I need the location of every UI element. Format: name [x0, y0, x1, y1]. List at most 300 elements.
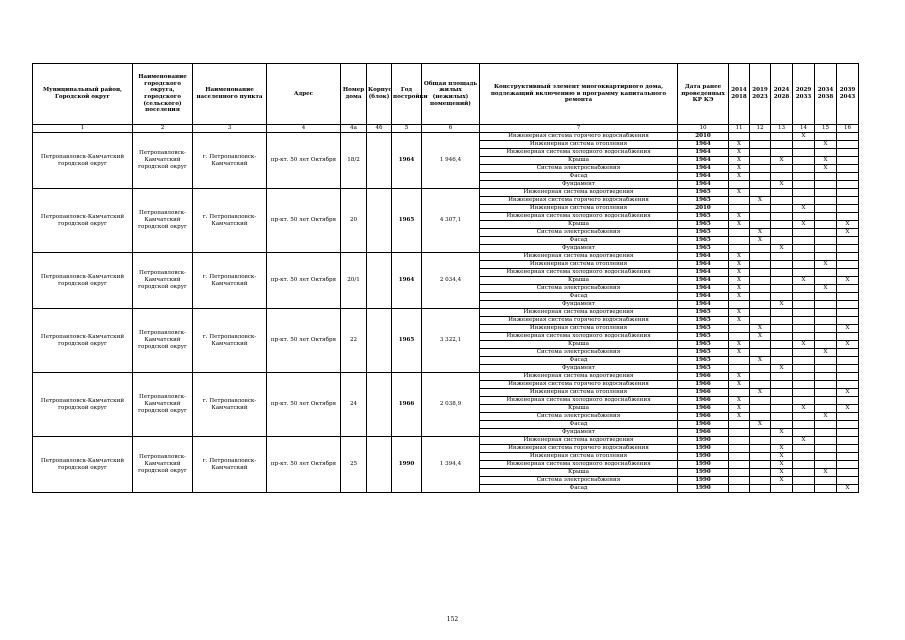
locality-cell: г. Петропавловск-Камчатский	[193, 373, 267, 437]
period-mark-cell: X	[750, 389, 771, 397]
period-mark-cell	[793, 461, 815, 469]
period-mark-cell	[729, 197, 750, 205]
prev-repair-date-cell: 1966	[678, 413, 729, 421]
element-cell: Инженерная система водоотведения	[480, 373, 678, 381]
period-mark-cell	[815, 485, 837, 493]
district-cell: Петропавловск-Камчатский городской округ	[33, 373, 133, 437]
period-mark-cell: X	[771, 461, 793, 469]
period-mark-cell: X	[771, 453, 793, 461]
element-cell: Инженерная система отопления	[480, 325, 678, 333]
period-mark-cell: X	[793, 221, 815, 229]
period-mark-cell	[815, 245, 837, 253]
period-mark-cell	[750, 157, 771, 165]
block-cell	[367, 253, 392, 309]
period-mark-cell	[815, 237, 837, 245]
period-mark-cell	[837, 453, 859, 461]
prev-repair-date-cell: 1964	[678, 261, 729, 269]
period-mark-cell	[729, 357, 750, 365]
element-cell: Инженерная система холодного водоснабжения	[480, 149, 678, 157]
house-number-cell: 22	[341, 309, 367, 373]
period-mark-cell: X	[815, 157, 837, 165]
block-cell	[367, 437, 392, 493]
period-mark-cell	[815, 461, 837, 469]
element-cell: Инженерная система отопления	[480, 389, 678, 397]
period-mark-cell	[771, 341, 793, 349]
period-mark-cell	[793, 445, 815, 453]
address-cell: пр-кт. 50 лет Октября	[267, 133, 341, 189]
period-mark-cell: X	[771, 301, 793, 309]
period-mark-cell	[750, 165, 771, 173]
period-mark-cell: X	[837, 485, 859, 493]
period-mark-cell: X	[750, 237, 771, 245]
period-mark-cell	[771, 269, 793, 277]
period-mark-cell: X	[837, 325, 859, 333]
period-mark-cell	[729, 245, 750, 253]
element-cell: Инженерная система холодного водоснабжения	[480, 397, 678, 405]
period-mark-cell: X	[771, 429, 793, 437]
prev-repair-date-cell: 1990	[678, 461, 729, 469]
period-mark-cell	[771, 141, 793, 149]
period-mark-cell	[837, 365, 859, 373]
element-cell: Инженерная система горячего водоснабжения	[480, 445, 678, 453]
prev-repair-date-cell: 1965	[678, 245, 729, 253]
period-mark-cell	[837, 133, 859, 141]
period-mark-cell	[793, 141, 815, 149]
header-settlement: Наименование городского округа, городского (сельского) поселения	[133, 64, 193, 125]
element-cell: Крыша	[480, 469, 678, 477]
locality-cell: г. Петропавловск-Камчатский	[193, 133, 267, 189]
table-row	[33, 133, 859, 141]
period-mark-cell	[793, 325, 815, 333]
build-year-cell: 1964	[392, 133, 422, 189]
period-mark-cell	[729, 325, 750, 333]
period-mark-cell	[815, 397, 837, 405]
locality-cell: г. Петропавловск-Камчатский	[193, 309, 267, 373]
period-mark-cell: X	[815, 469, 837, 477]
period-mark-cell	[793, 485, 815, 493]
column-number: 5	[392, 125, 422, 133]
period-mark-cell: X	[729, 317, 750, 325]
period-mark-cell	[837, 181, 859, 189]
period-mark-cell	[750, 205, 771, 213]
column-number: 4	[267, 125, 341, 133]
period-mark-cell	[793, 181, 815, 189]
period-mark-cell	[793, 389, 815, 397]
period-mark-cell: X	[815, 349, 837, 357]
period-mark-cell	[729, 445, 750, 453]
prev-repair-date-cell: 1965	[678, 333, 729, 341]
period-mark-cell	[793, 213, 815, 221]
period-mark-cell	[750, 301, 771, 309]
period-mark-cell	[750, 373, 771, 381]
element-cell: Система электроснабжения	[480, 477, 678, 485]
period-mark-cell	[793, 317, 815, 325]
locality-cell: г. Петропавловск-Камчатский	[193, 437, 267, 493]
header-period-2034: 2034 2038	[815, 64, 837, 125]
table-row	[33, 309, 859, 317]
period-mark-cell	[729, 333, 750, 341]
prev-repair-date-cell: 1966	[678, 429, 729, 437]
period-mark-cell	[729, 421, 750, 429]
column-number: 6	[422, 125, 480, 133]
period-mark-cell	[750, 221, 771, 229]
period-mark-cell	[750, 189, 771, 197]
period-mark-cell: X	[771, 477, 793, 485]
period-mark-cell	[771, 165, 793, 173]
period-mark-cell	[771, 317, 793, 325]
prev-repair-date-cell: 1964	[678, 269, 729, 277]
address-cell: пр-кт. 50 лет Октября	[267, 373, 341, 437]
period-mark-cell	[837, 357, 859, 365]
period-mark-cell	[771, 373, 793, 381]
settlement-cell: Петропавловск-Камчатский городской округ	[133, 253, 193, 309]
prev-repair-date-cell: 1964	[678, 141, 729, 149]
district-cell: Петропавловск-Камчатский городской округ	[33, 189, 133, 253]
period-mark-cell	[793, 421, 815, 429]
period-mark-cell: X	[729, 269, 750, 277]
period-mark-cell	[771, 389, 793, 397]
period-mark-cell	[815, 189, 837, 197]
column-number: 11	[729, 125, 750, 133]
column-number: 16	[837, 125, 859, 133]
element-cell: Крыша	[480, 341, 678, 349]
settlement-cell: Петропавловск-Камчатский городской округ	[133, 189, 193, 253]
period-mark-cell	[793, 309, 815, 317]
column-number: 2	[133, 125, 193, 133]
element-cell: Инженерная система горячего водоснабжения	[480, 317, 678, 325]
period-mark-cell	[729, 461, 750, 469]
period-mark-cell	[750, 429, 771, 437]
period-mark-cell: X	[837, 405, 859, 413]
period-mark-cell	[793, 165, 815, 173]
period-mark-cell	[793, 269, 815, 277]
prev-repair-date-cell: 1964	[678, 285, 729, 293]
element-cell: Инженерная система горячего водоснабжения	[480, 197, 678, 205]
table-row	[33, 373, 859, 381]
prev-repair-date-cell: 1990	[678, 469, 729, 477]
period-mark-cell	[793, 429, 815, 437]
element-cell: Инженерная система отопления	[480, 205, 678, 213]
period-mark-cell: X	[837, 277, 859, 285]
period-mark-cell	[815, 333, 837, 341]
element-cell: Инженерная система водоотведения	[480, 309, 678, 317]
district-cell: Петропавловск-Камчатский городской округ	[33, 253, 133, 309]
period-mark-cell	[729, 485, 750, 493]
header-block: Корпус (блок)	[367, 64, 392, 125]
period-mark-cell	[771, 293, 793, 301]
period-mark-cell: X	[729, 341, 750, 349]
period-mark-cell: X	[729, 221, 750, 229]
header-row	[33, 64, 859, 125]
period-mark-cell: X	[729, 149, 750, 157]
period-mark-cell	[793, 453, 815, 461]
period-mark-cell	[750, 445, 771, 453]
period-mark-cell	[793, 477, 815, 485]
period-mark-cell	[771, 253, 793, 261]
element-cell: Фундамент	[480, 245, 678, 253]
period-mark-cell	[771, 189, 793, 197]
period-mark-cell: X	[837, 389, 859, 397]
column-number: 14	[793, 125, 815, 133]
period-mark-cell	[815, 325, 837, 333]
build-year-cell: 1990	[392, 437, 422, 493]
build-year-cell: 1965	[392, 189, 422, 253]
period-mark-cell	[793, 173, 815, 181]
period-mark-cell: X	[729, 173, 750, 181]
period-mark-cell	[750, 453, 771, 461]
element-cell: Инженерная система отопления	[480, 141, 678, 149]
period-mark-cell	[729, 229, 750, 237]
element-cell: Инженерная система отопления	[480, 261, 678, 269]
period-mark-cell: X	[729, 381, 750, 389]
period-mark-cell	[750, 461, 771, 469]
house-number-cell: 20/1	[341, 253, 367, 309]
period-mark-cell	[793, 285, 815, 293]
header-area: Общая площадь жилых (нежилых) помещений)	[422, 64, 480, 125]
capital-repair-table	[32, 63, 859, 493]
period-mark-cell	[750, 413, 771, 421]
period-mark-cell	[771, 173, 793, 181]
prev-repair-date-cell: 1964	[678, 157, 729, 165]
period-mark-cell	[815, 309, 837, 317]
period-mark-cell	[815, 133, 837, 141]
header-district: Муниципальный район, Городской округ	[33, 64, 133, 125]
period-mark-cell	[793, 469, 815, 477]
table-row	[33, 253, 859, 261]
period-mark-cell: X	[793, 437, 815, 445]
period-mark-cell: X	[771, 445, 793, 453]
period-mark-cell	[837, 445, 859, 453]
period-mark-cell	[837, 253, 859, 261]
period-mark-cell: X	[750, 357, 771, 365]
period-mark-cell	[815, 317, 837, 325]
period-mark-cell	[815, 269, 837, 277]
period-mark-cell	[815, 229, 837, 237]
district-cell: Петропавловск-Камчатский городской округ	[33, 437, 133, 493]
element-cell: Инженерная система холодного водоснабжения	[480, 269, 678, 277]
period-mark-cell	[793, 381, 815, 389]
period-mark-cell	[815, 477, 837, 485]
table-row	[33, 437, 859, 445]
settlement-cell: Петропавловск-Камчатский городской округ	[133, 437, 193, 493]
house-number-cell: 20	[341, 189, 367, 253]
period-mark-cell: X	[729, 189, 750, 197]
prev-repair-date-cell: 1965	[678, 237, 729, 245]
period-mark-cell: X	[729, 261, 750, 269]
period-mark-cell	[771, 309, 793, 317]
header-locality: Наименование населенного пункта	[193, 64, 267, 125]
period-mark-cell	[793, 293, 815, 301]
prev-repair-date-cell: 1965	[678, 357, 729, 365]
period-mark-cell	[793, 157, 815, 165]
column-number: 15	[815, 125, 837, 133]
period-mark-cell: X	[837, 341, 859, 349]
prev-repair-date-cell: 1964	[678, 293, 729, 301]
period-mark-cell	[771, 333, 793, 341]
period-mark-cell: X	[837, 221, 859, 229]
period-mark-cell: X	[729, 397, 750, 405]
element-cell: Инженерная система холодного водоснабжения	[480, 333, 678, 341]
period-mark-cell	[729, 453, 750, 461]
element-cell: Фасад	[480, 293, 678, 301]
element-cell: Система электроснабжения	[480, 349, 678, 357]
period-mark-cell: X	[729, 165, 750, 173]
period-mark-cell: X	[815, 261, 837, 269]
period-mark-cell	[729, 133, 750, 141]
element-cell: Инженерная система горячего водоснабжения	[480, 133, 678, 141]
period-mark-cell	[837, 381, 859, 389]
period-mark-cell	[815, 149, 837, 157]
period-mark-cell: X	[793, 205, 815, 213]
header-period-2019: 2019 2023	[750, 64, 771, 125]
period-mark-cell	[771, 277, 793, 285]
prev-repair-date-cell: 1965	[678, 229, 729, 237]
table-body	[33, 133, 859, 493]
prev-repair-date-cell: 1965	[678, 221, 729, 229]
period-mark-cell	[837, 469, 859, 477]
element-cell: Инженерная система водоотведения	[480, 437, 678, 445]
period-mark-cell	[837, 461, 859, 469]
prev-repair-date-cell: 1965	[678, 317, 729, 325]
prev-repair-date-cell: 1966	[678, 373, 729, 381]
area-cell: 4 307,1	[422, 189, 480, 253]
header-period-2024: 2024 2028	[771, 64, 793, 125]
period-mark-cell	[750, 469, 771, 477]
prev-repair-date-cell: 2010	[678, 205, 729, 213]
prev-repair-date-cell: 1964	[678, 277, 729, 285]
period-mark-cell	[837, 309, 859, 317]
element-cell: Инженерная система холодного водоснабжения	[480, 461, 678, 469]
period-mark-cell	[837, 189, 859, 197]
element-cell: Инженерная система отопления	[480, 453, 678, 461]
element-cell: Система электроснабжения	[480, 229, 678, 237]
prev-repair-date-cell: 1966	[678, 421, 729, 429]
element-cell: Фасад	[480, 357, 678, 365]
prev-repair-date-cell: 1966	[678, 397, 729, 405]
period-mark-cell	[750, 253, 771, 261]
period-mark-cell	[815, 421, 837, 429]
period-mark-cell	[793, 229, 815, 237]
prev-repair-date-cell: 1965	[678, 341, 729, 349]
period-mark-cell	[771, 197, 793, 205]
period-mark-cell: X	[815, 141, 837, 149]
period-mark-cell: X	[750, 229, 771, 237]
prev-repair-date-cell: 1964	[678, 181, 729, 189]
period-mark-cell	[750, 181, 771, 189]
period-mark-cell	[729, 477, 750, 485]
period-mark-cell	[793, 301, 815, 309]
element-cell: Инженерная система горячего водоснабжения	[480, 381, 678, 389]
period-mark-cell: X	[771, 157, 793, 165]
prev-repair-date-cell: 1964	[678, 165, 729, 173]
house-number-cell: 24	[341, 373, 367, 437]
locality-cell: г. Петропавловск-Камчатский	[193, 189, 267, 253]
period-mark-cell	[815, 405, 837, 413]
prev-repair-date-cell: 1966	[678, 389, 729, 397]
period-mark-cell	[815, 221, 837, 229]
prev-repair-date-cell: 1964	[678, 173, 729, 181]
column-number: 10	[678, 125, 729, 133]
period-mark-cell	[815, 173, 837, 181]
prev-repair-date-cell: 1965	[678, 213, 729, 221]
period-mark-cell	[815, 389, 837, 397]
settlement-cell: Петропавловск-Камчатский городской округ	[133, 309, 193, 373]
block-cell	[367, 189, 392, 253]
period-mark-cell: X	[750, 197, 771, 205]
period-mark-cell	[837, 213, 859, 221]
period-mark-cell	[771, 285, 793, 293]
period-mark-cell	[771, 221, 793, 229]
page-number: 152	[446, 616, 459, 623]
period-mark-cell: X	[771, 469, 793, 477]
address-cell: пр-кт. 50 лет Октября	[267, 309, 341, 373]
period-mark-cell	[837, 317, 859, 325]
element-cell: Крыша	[480, 277, 678, 285]
prev-repair-date-cell: 1965	[678, 365, 729, 373]
period-mark-cell	[750, 485, 771, 493]
house-number-cell: 25	[341, 437, 367, 493]
house-number-cell: 18/2	[341, 133, 367, 189]
period-mark-cell	[837, 397, 859, 405]
column-number: 3	[193, 125, 267, 133]
period-mark-cell	[793, 413, 815, 421]
period-mark-cell	[729, 429, 750, 437]
period-mark-cell	[771, 349, 793, 357]
prev-repair-date-cell: 1965	[678, 197, 729, 205]
prev-repair-date-cell: 1990	[678, 437, 729, 445]
district-cell: Петропавловск-Камчатский городской округ	[33, 309, 133, 373]
period-mark-cell	[837, 413, 859, 421]
period-mark-cell	[837, 333, 859, 341]
period-mark-cell	[750, 269, 771, 277]
period-mark-cell	[815, 213, 837, 221]
period-mark-cell	[750, 173, 771, 181]
period-mark-cell	[837, 165, 859, 173]
period-mark-cell	[793, 397, 815, 405]
element-cell: Инженерная система водоотведения	[480, 189, 678, 197]
period-mark-cell	[750, 149, 771, 157]
period-mark-cell	[729, 469, 750, 477]
period-mark-cell	[750, 261, 771, 269]
period-mark-cell	[837, 269, 859, 277]
period-mark-cell: X	[729, 157, 750, 165]
element-cell: Крыша	[480, 157, 678, 165]
period-mark-cell	[837, 205, 859, 213]
period-mark-cell	[750, 277, 771, 285]
period-mark-cell: X	[729, 293, 750, 301]
period-mark-cell	[815, 365, 837, 373]
period-mark-cell	[793, 333, 815, 341]
period-mark-cell	[771, 413, 793, 421]
period-mark-cell: X	[815, 413, 837, 421]
period-mark-cell: X	[750, 325, 771, 333]
element-cell: Фундамент	[480, 429, 678, 437]
period-mark-cell: X	[837, 229, 859, 237]
period-mark-cell	[750, 365, 771, 373]
period-mark-cell	[729, 301, 750, 309]
element-cell: Фасад	[480, 485, 678, 493]
period-mark-cell	[837, 157, 859, 165]
period-mark-cell	[793, 237, 815, 245]
header-address: Адрес	[267, 64, 341, 125]
period-mark-cell	[771, 421, 793, 429]
period-mark-cell	[771, 437, 793, 445]
period-mark-cell	[729, 365, 750, 373]
period-mark-cell	[837, 349, 859, 357]
period-mark-cell	[815, 181, 837, 189]
period-mark-cell	[815, 381, 837, 389]
period-mark-cell	[837, 429, 859, 437]
